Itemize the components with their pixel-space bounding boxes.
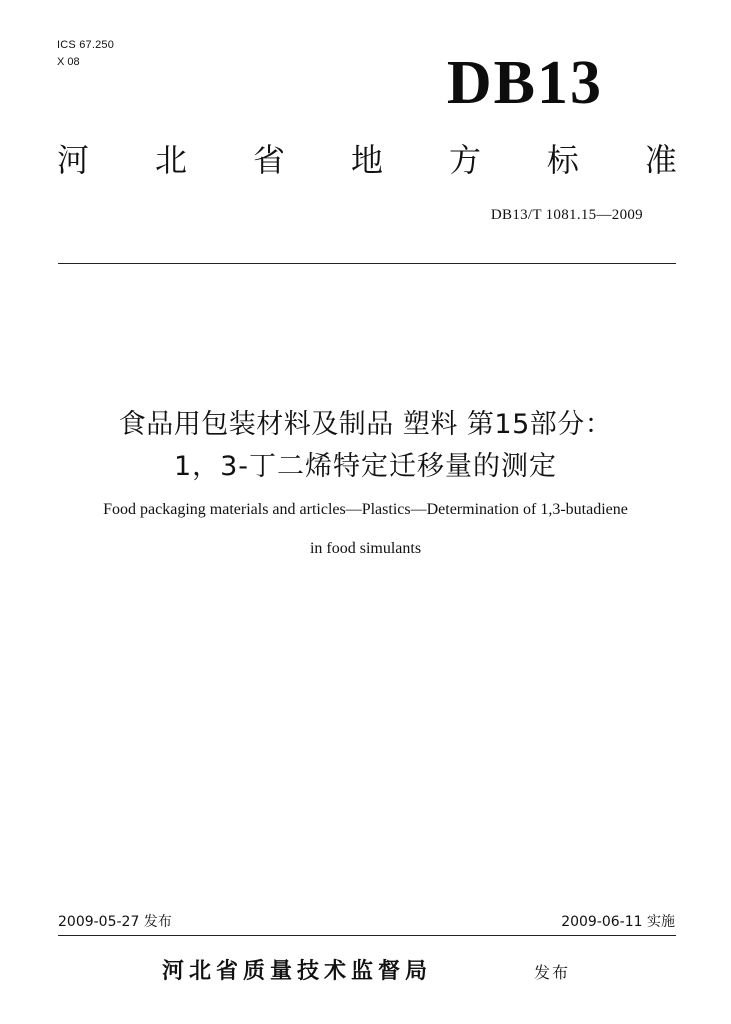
db13-logo: DB13: [446, 49, 603, 117]
title-en-line1: Food packaging materials and articles—Plastics—Determination of 1,3-butadiene: [103, 501, 628, 518]
issue-date: 2009-05-27 发布: [58, 914, 172, 930]
standard-type-char: 北: [154, 141, 187, 179]
title-en-line2: in food simulants: [309, 540, 422, 557]
standard-type-char: 地: [350, 141, 383, 179]
standard-type-char: 标: [546, 141, 579, 179]
standard-number: DB13/T 1081.15—2009: [490, 207, 643, 223]
standard-type-char: 河: [57, 141, 90, 179]
bottom-divider: [58, 935, 676, 936]
issue-label: 发布: [534, 963, 571, 982]
implementation-date: 2009-06-11 实施: [561, 914, 675, 930]
title-zh-line1: 食品用包装材料及制品 塑料 第15部分：: [118, 409, 613, 440]
standard-type-char: 省: [252, 141, 285, 179]
standard-type-heading: [57, 140, 677, 180]
classification-code: X 08: [57, 56, 80, 68]
standard-type-char: 准: [644, 141, 677, 179]
standard-type-char: 方: [448, 141, 481, 179]
issuing-authority: 河北省质量技术监督局: [162, 959, 433, 984]
title-zh-line2: 1，3-丁二烯特定迁移量的测定: [173, 451, 558, 482]
top-divider: [58, 263, 676, 264]
ics-code: ICS 67.250: [57, 39, 115, 51]
